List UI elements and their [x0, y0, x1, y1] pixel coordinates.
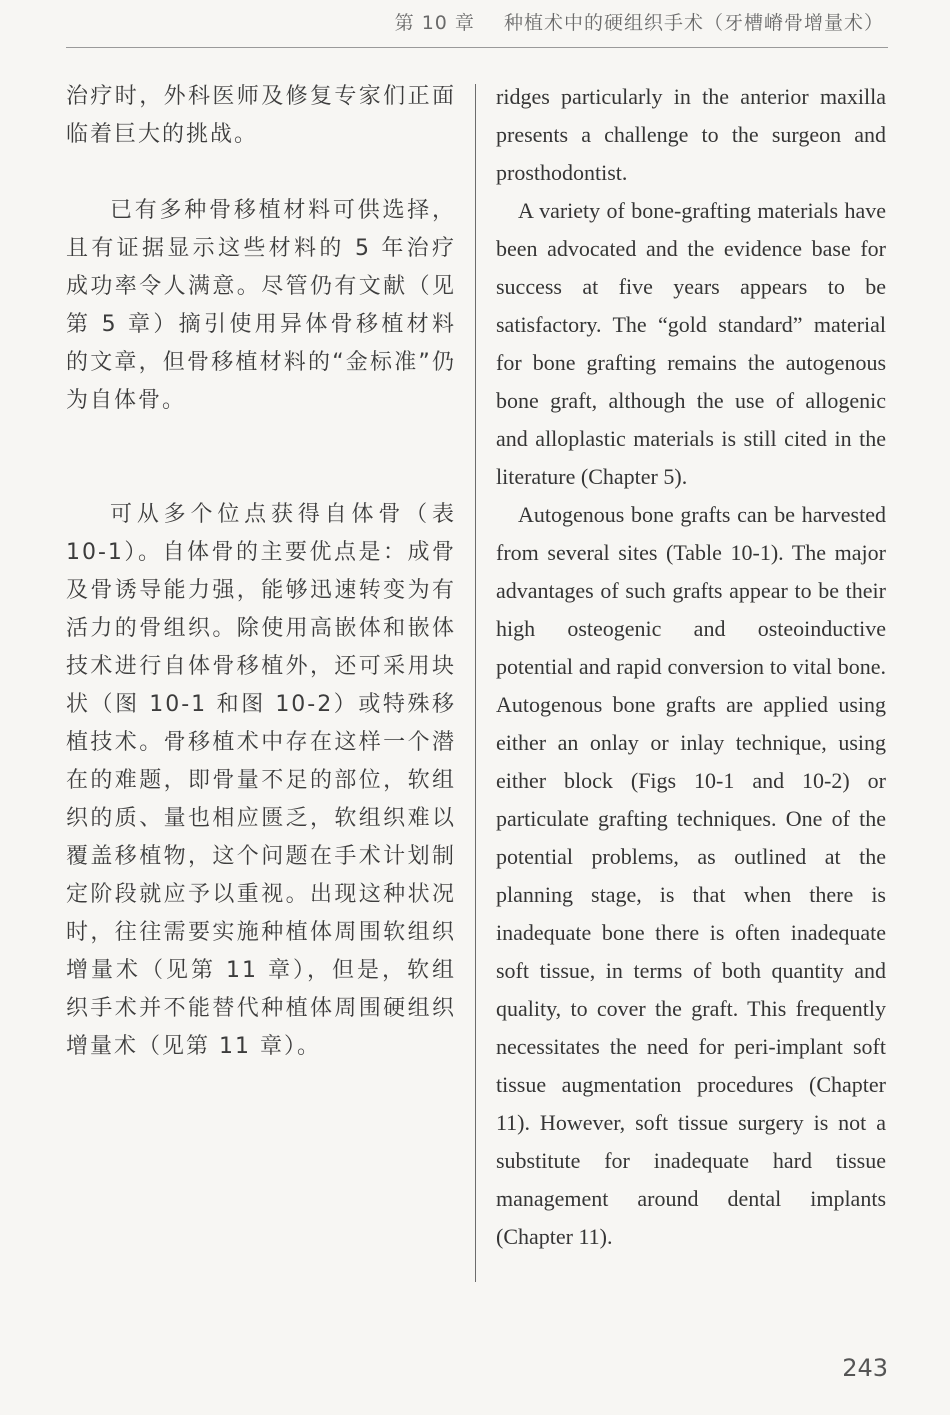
english-paragraph: ridges particularly in the anterior maxilla presents a challenge to the surgeon and prosthodontist.	[496, 84, 886, 185]
header-rule	[66, 47, 888, 48]
english-text-column	[496, 78, 886, 1256]
chinese-paragraph: 治疗时，外科医师及修复专家们正面临着巨大的挑战。	[66, 84, 456, 147]
chinese-text-column	[66, 78, 456, 1066]
header-chapter-title: 种植术中的硬组织手术（牙槽嵴骨增量术）	[503, 12, 884, 34]
chinese-paragraph: 可从多个位点获得自体骨（表 10-1）。自体骨的主要优点是：成骨及骨诱导能力强，能够迅速转变为有活力的骨组织。除使用高嵌体和嵌体技术进行自体骨移植外，还可采用块状（图 10-1 和图 10-2）或特殊移植技术。骨移植术中存在这样一个潜在的难题，即骨量不足的部位，软组织的质、量也相应匮乏，软组织难以覆盖移植物，这个问题在手术计划制定阶段就应予以重视。出现这种状况时，往往需要实施种植体周围软组织增量术（见第 11 章），但是，软组织手术并不能替代种植体周围硬组织增量术（见第 11 章）。	[66, 502, 456, 1059]
page-number: 243	[842, 1354, 888, 1382]
header-chapter-number: 第 10 章	[394, 12, 475, 34]
english-paragraph: Autogenous bone grafts can be harvested from several sites (Table 10-1). The major advantages of such grafts appear to be their high osteogenic and osteoinductive potential and rapid conversion to vital bone. Autogenous bone grafts are applied using either an onlay or inlay technique, using either block (Figs 10-1 and 10-2) or particulate grafting techniques. One of the potential problems, as outlined at the planning stage, is that when there is inadequate bone there is often inadequate soft tissue, in terms of both quantity and quality, to cover the graft. This frequently necessitates the need for peri-implant soft tissue augmentation procedures (Chapter 11). However, soft tissue surgery is not a substitute for inadequate hard tissue management around dental implants (Chapter 11).	[496, 502, 886, 1249]
chinese-paragraph: 已有多种骨移植材料可供选择，且有证据显示这些材料的 5 年治疗成功率令人满意。尽管仍有文献（见第 5 章）摘引使用异体骨移植材料的文章，但骨移植材料的“金标准”仍为自体骨。	[66, 198, 456, 413]
english-paragraph: A variety of bone-grafting materials have been advocated and the evidence base for success at five years appears to be satisfactory. The “gold standard” material for bone grafting remains the autogenous bone graft, although the use of allogenic and alloplastic materials is still cited in the literature (Chapter 5).	[496, 198, 886, 489]
running-header	[395, 8, 884, 35]
column-divider	[475, 84, 476, 1282]
